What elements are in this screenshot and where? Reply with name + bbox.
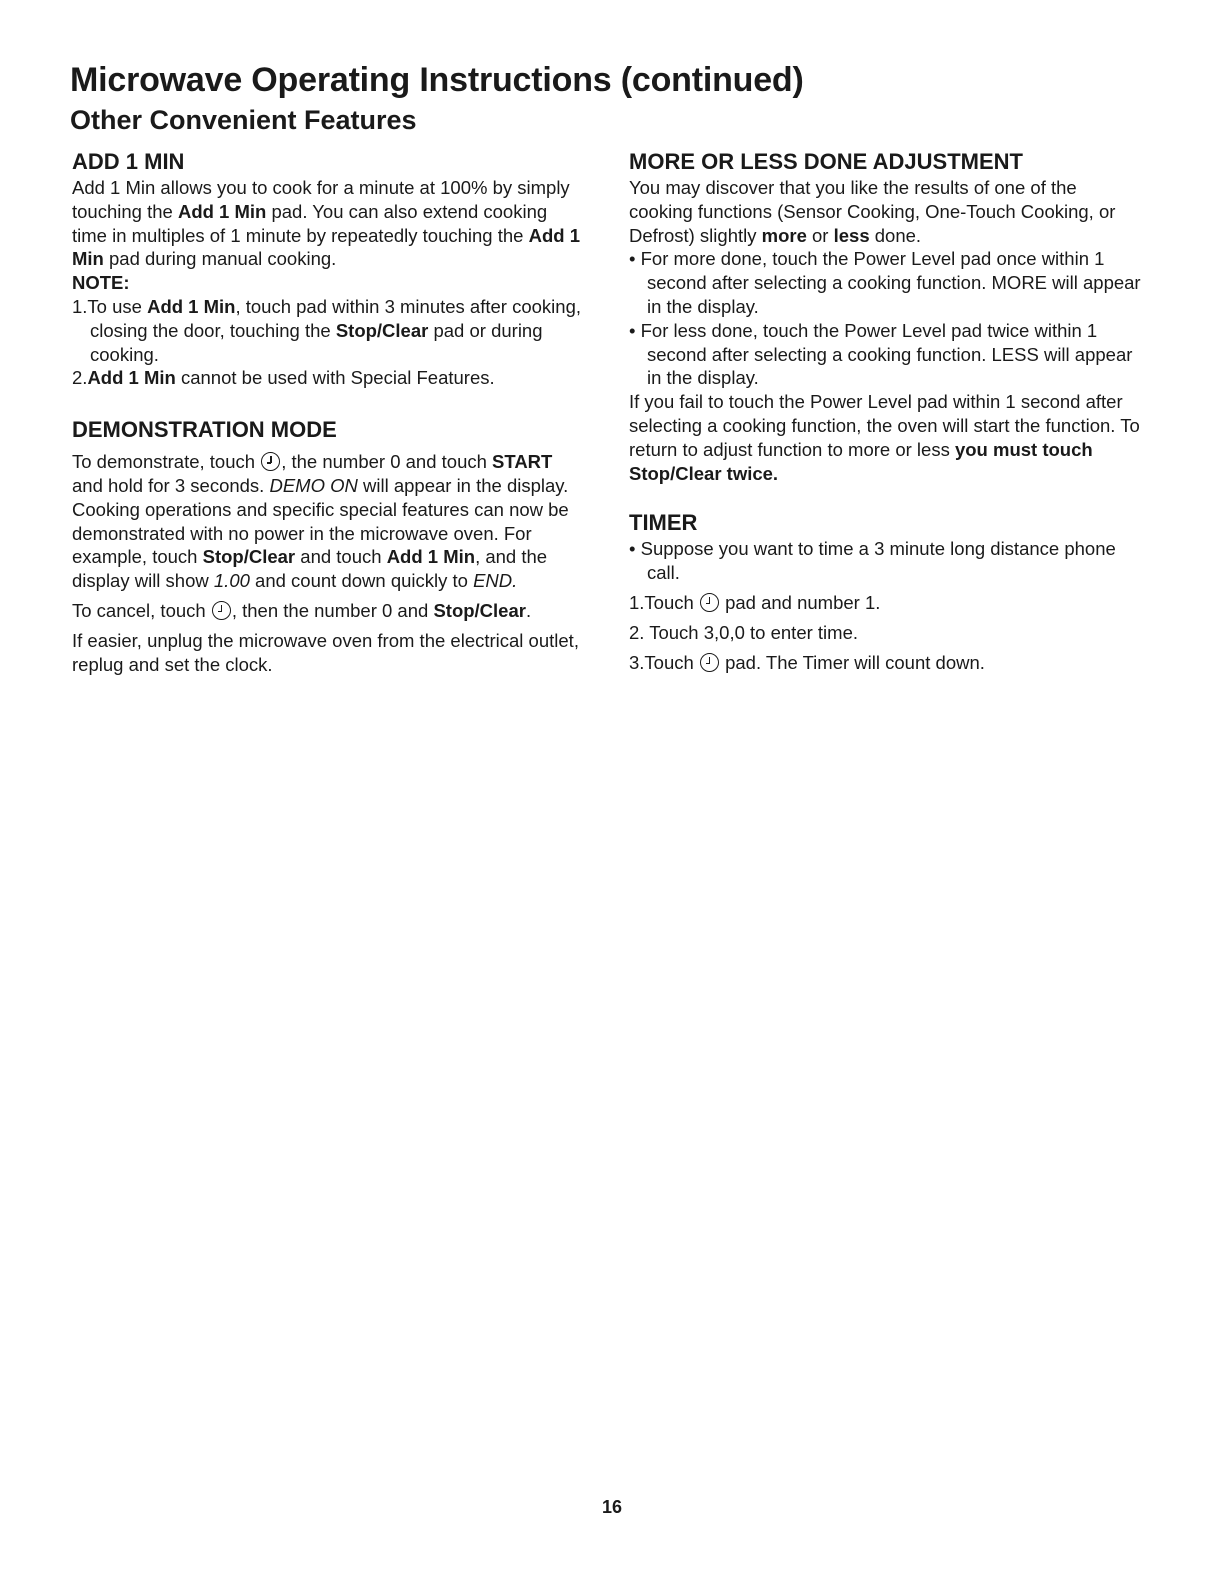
left-column xyxy=(72,148,587,676)
add-1-min-section xyxy=(72,148,587,390)
bullet-icon: • xyxy=(629,538,641,560)
bullet-icon: • xyxy=(629,319,641,341)
timer-step-2: 2. Touch 3,0,0 to enter time. xyxy=(629,621,858,643)
add-1-min-intro: Add 1 Min allows you to cook for a minute at 100% by simply touching the Add 1 Min pad. You can also extend cooking time in multiples of 1 minute by repeatedly touching the Add 1 Min pad during manual cooking. xyxy=(72,177,580,270)
timer-step-3: 3.Touch pad. The Timer will count down. xyxy=(629,651,985,673)
bullet-icon: • xyxy=(629,248,641,270)
demo-paragraph-3: If easier, unplug the microwave oven from the electrical outlet, replug and set the clock. xyxy=(72,629,579,675)
note-item-1: 1.To use Add 1 Min, touch pad within 3 minutes after cooking, closing the door, touching the Stop/Clear pad or during cooking. xyxy=(72,295,581,365)
demonstration-mode-heading: DEMONSTRATION MODE xyxy=(72,417,337,443)
page-number: 16 xyxy=(601,1497,623,1517)
add-1-min-heading: ADD 1 MIN xyxy=(72,149,185,174)
page-title: Microwave Operating Instructions (continued) xyxy=(70,61,804,99)
note-item-2: 2.Add 1 Min cannot be used with Special Features. xyxy=(72,367,495,389)
more-done-bullet: • For more done, touch the Power Level pad once within 1 second after selecting a cooking function. MORE will appear in the display. xyxy=(629,248,1141,317)
clock-icon xyxy=(700,653,719,672)
clock-icon xyxy=(212,601,231,620)
timer-step-1: 1.Touch pad and number 1. xyxy=(629,591,881,613)
more-less-intro: You may discover that you like the results of one of the cooking functions (Sensor Cooking, One-Touch Cooking, or Defrost) slightly more or less done. xyxy=(629,177,1116,246)
right-column xyxy=(629,148,1144,674)
demonstration-mode-section xyxy=(72,416,587,676)
demo-paragraph-2: To cancel, touch , then the number 0 and Stop/Clear. xyxy=(72,599,532,621)
clock-icon xyxy=(261,452,280,471)
demo-paragraph-1: To demonstrate, touch , the number 0 and touch START and hold for 3 seconds. DEMO ON will appear in the display. Cooking operations and specific special features can now be demonstrated with no power in the microwave oven. For example, touch Stop/Clear and touch Add 1 Min, and the display will show 1.00 and count down quickly to END. xyxy=(72,451,569,592)
more-less-done-section xyxy=(629,148,1144,485)
more-less-outro: If you fail to touch the Power Level pad within 1 second after selecting a cooking function, the oven will start the function. To return to adjust function to more or less you must touch Stop/Clear twice. xyxy=(629,391,1140,484)
page-subtitle: Other Convenient Features xyxy=(70,105,417,135)
more-less-done-heading: MORE OR LESS DONE ADJUSTMENT xyxy=(629,149,1023,174)
note-label: NOTE: xyxy=(72,272,130,294)
timer-bullet: • Suppose you want to time a 3 minute long distance phone call. xyxy=(629,538,1116,584)
clock-icon xyxy=(700,593,719,612)
less-done-bullet: • For less done, touch the Power Level pad twice within 1 second after selecting a cooking function. LESS will appear in the display. xyxy=(629,319,1133,389)
timer-heading: TIMER xyxy=(629,510,698,536)
timer-section xyxy=(629,509,1144,674)
